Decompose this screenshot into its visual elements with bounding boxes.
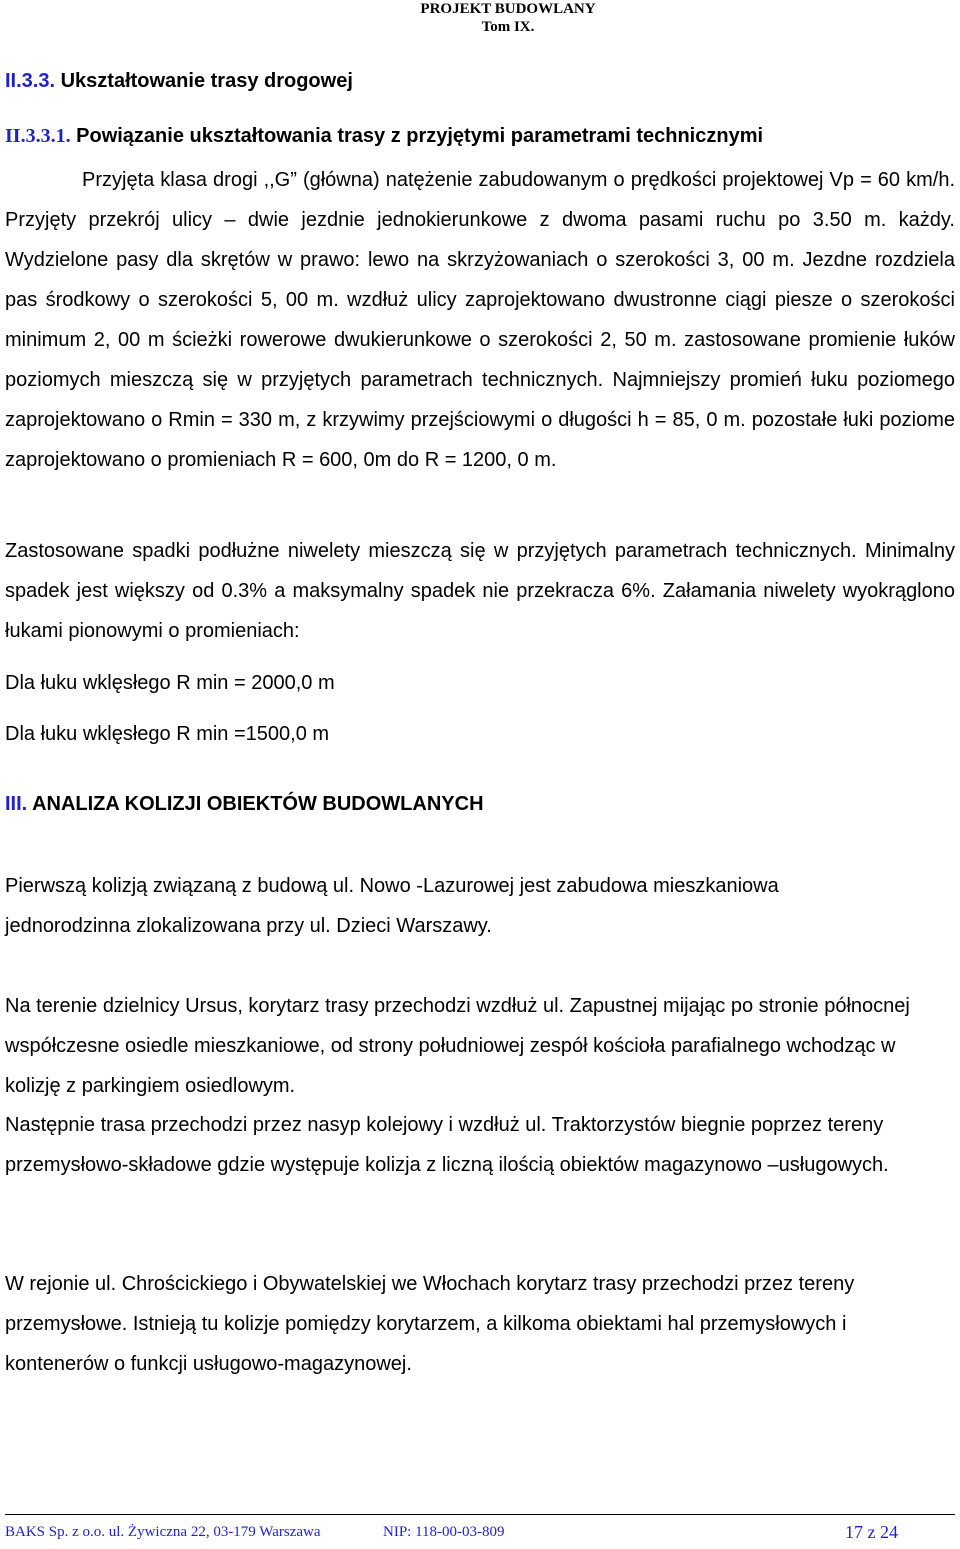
paragraph-road-parameters: Przyjęta klasa drogi ,,G” (główna) natężenie zabudowanym o prędkości projektowej Vp = 60 km/h. Przyjęty przekrój ulicy – dwie jezdnie jednokierunkowe z dwoma pasami ruchu po 3.50 m. każdy. Wydzielone pasy dla skrętów w prawo: lewo na skrzyżowaniach o szerokości 3, 00 m. Jezdne rozdziela pas środkowy o szerokości 5, 00 m. wzdłuż ulicy zaprojektowano dwustronne ciągi piesze o szerokości minimum 2, 00 m ścieżki rowerowe dwukierunkowe o szerokości 2, 50 m. zastosowane promienie łuków poziomych mieszczą się w przyjętych parametrach technicznych. Najmniejszy promień łuku poziomego zaprojektowano o Rmin = 330 m, z krzywimy przejściowymi o długości h = 85, 0 m. pozostałe łuki poziome zaprojektowano o promieniach R = 600, 0m do R = 1200, 0 m.	[5, 169, 955, 471]
footer-nip: NIP: 118-00-03-809	[383, 1524, 505, 1540]
section-title: Powiązanie ukształtowania trasy z przyjętymi parametrami technicznymi	[76, 125, 764, 147]
arc-concave-1: Dla łuku wklęsłego R min = 2000,0 m	[5, 672, 335, 694]
paragraph-collision-4: W rejonie ul. Chrościckiego i Obywatelskiej we Włochach korytarz trasy przechodzi przez tereny przemysłowe. Istnieją tu kolizje pomiędzy korytarzem, a kilkoma obiektami hal przemysłowych i kontenerów o funkcji usługowo-magazynowej.	[5, 1273, 855, 1375]
paragraph-collision-1: Pierwszą kolizją związaną z budową ul. Nowo -Lazurowej jest zabudowa mieszkaniowa jednorodzinna zlokalizowana przy ul. Dzieci Warszawy.	[5, 875, 779, 937]
paragraph-slopes: Zastosowane spadki podłużne niwelety mieszczą się w przyjętych parametrach technicznych. Minimalny spadek jest większy od 0.3% a maksymalny spadek nie przekracza 6%. Załamania niwelety wyokrąglono łukami pionowymi o promieniach:	[5, 540, 955, 642]
section-title: Ukształtowanie trasy drogowej	[60, 70, 353, 92]
section-heading-II-3-3	[5, 70, 353, 93]
footer-page-number: 17 z 24	[845, 1522, 898, 1542]
section-title: ANALIZA KOLIZJI OBIEKTÓW BUDOWLANYCH	[32, 793, 484, 815]
section-heading-III	[5, 793, 484, 816]
paragraph-collision-3: Następnie trasa przechodzi przez nasyp kolejowy i wzdłuż ul. Traktorzystów biegnie poprzez tereny przemysłowo-składowe gdzie występuje kolizja z liczną ilością obiektów magazynowo –usługowych.	[5, 1114, 889, 1176]
section-number: II.3.3.	[5, 70, 56, 92]
footer-company: BAKS Sp. z o.o. ul. Żywiczna 22, 03-179 Warszawa	[5, 1524, 321, 1540]
arc-concave-2: Dla łuku wklęsłego R min =1500,0 m	[5, 723, 330, 745]
section-heading-II-3-3-1	[5, 125, 763, 148]
document-header	[352, 0, 664, 36]
section-number: II.3.3.1.	[5, 125, 71, 147]
document-footer	[5, 1519, 955, 1545]
paragraph-collision-2: Na terenie dzielnicy Ursus, korytarz trasy przechodzi wzdłuż ul. Zapustnej mijając po stronie północnej współczesne osiedle mieszkaniowe, od strony południowej zespół kościoła parafialnego wchodząc w kolizję z parkingiem osiedlowym.	[5, 995, 910, 1097]
header-volume: Tom IX.	[481, 19, 535, 35]
section-number: III.	[5, 793, 28, 815]
footer-divider	[5, 1514, 955, 1515]
header-project-title: PROJEKT BUDOWLANY	[420, 1, 596, 17]
